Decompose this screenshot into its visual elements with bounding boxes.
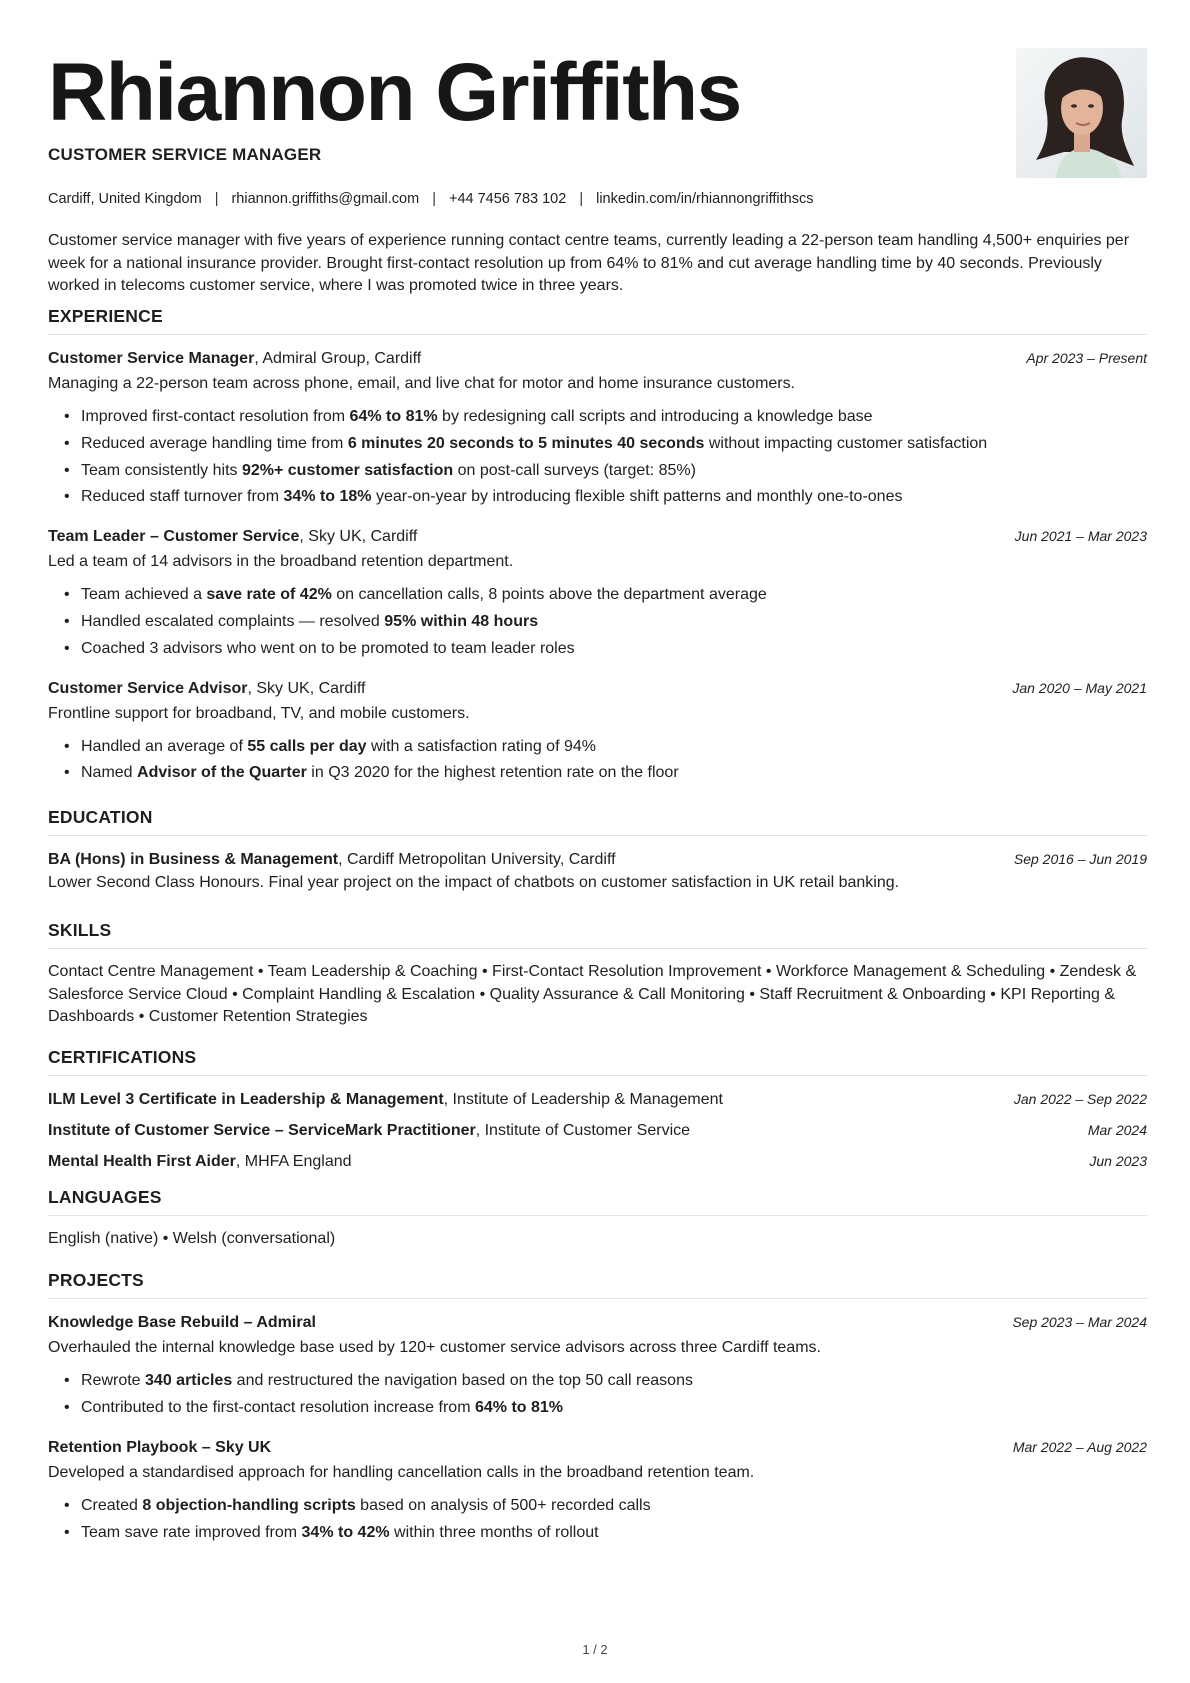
project-description: Developed a standardised approach for handling cancellation calls in the broadband retention team. [48,1463,755,1481]
section-title-experience: EXPERIENCE [48,306,1147,335]
project-header [48,1311,1147,1334]
job-role: Team Leader – Customer Service [48,528,300,546]
bullet-text: Improved first-contact resolution from [81,408,350,425]
certification-name: Institute of Customer Service – ServiceMark Practitioner [48,1121,476,1139]
contact-line [48,191,813,207]
project-description: Overhauled the internal knowledge base used by 120+ customer service advisors across three Cardiff teams. [48,1339,821,1357]
projects-list [48,1311,1147,1546]
bullet-item [48,609,1147,636]
contact-separator: | [579,191,584,207]
experience-list [48,347,1147,787]
resume-page [48,0,1147,1683]
job-company: , Sky UK, Cardiff [247,679,366,697]
skills-section [48,920,1147,1029]
certification-heading [48,1120,690,1142]
bullet-highlight: Advisor of the Quarter [137,764,307,782]
contact-email[interactable]: rhiannon.griffiths@gmail.com [231,191,420,207]
certification-heading [48,1151,352,1173]
bullet-item [48,431,1147,458]
certification-date: Mar 2024 [1087,1121,1147,1138]
certification-issuer: , Institute of Leadership & Management [443,1090,723,1108]
contact-phone[interactable]: +44 7456 783 102 [448,191,567,207]
bullet-highlight: save rate of 42% [206,586,332,604]
job-header [48,347,1147,370]
bullet-text: year-on-year by introducing flexible shift patterns and monthly one-to-ones [371,488,903,506]
bullet-text: on post-call surveys (target: 85%) [453,461,696,479]
certification-item [48,1088,1147,1111]
education-description: Lower Second Class Honours. Final year project on the impact of chatbots on customer satisfaction in UK retail banking. [48,874,900,892]
job-title: CUSTOMER SERVICE MANAGER [48,145,322,164]
bullet-list [48,734,1147,788]
bullet-text: in Q3 2020 for the highest retention rate on the floor [306,764,679,782]
bullet-item [48,734,1147,761]
bullet-text: by redesigning call scripts and introducing a knowledge base [437,408,873,425]
project-entry [48,1436,1147,1547]
education-heading [48,849,616,871]
bullet-item [48,404,1147,431]
bullet-item [48,484,1147,511]
job-description: Frontline support for broadband, TV, and mobile customers. [48,704,470,722]
bullet-text: based on analysis of 500+ recorded calls [355,1496,651,1514]
section-title-certifications: CERTIFICATIONS [48,1047,1147,1076]
job-heading [48,348,421,370]
bullet-text: Reduced average handling time from [81,434,348,452]
contact-separator: | [432,191,436,207]
job-role: Customer Service Advisor [48,679,248,697]
bullet-text: Team consistently hits [81,461,242,479]
bullet-text: Named [81,764,138,782]
contact-linkedin[interactable]: linkedin.com/in/rhiannongriffithscs [596,191,814,207]
contact-separator: | [214,191,219,207]
bullet-text: Created [81,1496,143,1514]
job-date: Jun 2021 – Mar 2023 [1014,528,1147,545]
project-heading [48,1437,271,1459]
bullet-highlight: 64% to 81% [474,1398,564,1416]
job-entry [48,347,1147,511]
bullet-highlight: 34% to 18% [283,488,372,506]
project-date: Mar 2022 – Aug 2022 [1012,1438,1147,1455]
section-title-languages: LANGUAGES [48,1187,1147,1216]
job-date: Apr 2023 – Present [1026,350,1147,366]
job-company: , Sky UK, Cardiff [299,528,418,546]
project-date: Sep 2023 – Mar 2024 [1012,1314,1147,1331]
bullet-item [48,1493,1147,1520]
bullet-text: Handled an average of [81,737,248,755]
experience-section [48,306,1147,787]
education-institution: , Cardiff Metropolitan University, Cardiff [338,851,616,869]
project-name: Knowledge Base Rebuild – Admiral [48,1314,316,1332]
certification-name: Mental Health First Aider [48,1152,236,1170]
bullet-item [48,582,1147,609]
bullet-highlight: 34% to 42% [301,1523,390,1541]
job-header [48,525,1147,548]
certification-name: ILM Level 3 Certificate in Leadership & Management [48,1090,444,1108]
bullet-highlight: 92%+ customer satisfaction [241,461,454,479]
certification-heading [48,1089,723,1111]
certification-issuer: , Institute of Customer Service [475,1121,691,1139]
certification-date: Jun 2023 [1089,1152,1147,1169]
bullet-list [48,1493,1147,1547]
project-header [48,1436,1147,1459]
languages-list: English (native) • Welsh (conversational) [48,1229,336,1247]
bullet-highlight: 64% to 81% [349,408,438,425]
bullet-item [48,1520,1147,1547]
bullet-text: and restructured the navigation based on the top 50 call reasons [232,1372,693,1390]
profile-photo [1016,48,1147,178]
education-date: Sep 2016 – Jun 2019 [1013,851,1147,868]
projects-section [48,1270,1147,1546]
bullet-text: on cancellation calls, 8 points above the department average [331,586,767,604]
section-title-education: EDUCATION [48,807,1147,836]
job-header [48,677,1147,700]
bullet-text: without impacting customer satisfaction [704,434,988,452]
job-entry [48,677,1147,788]
bullet-item [48,458,1147,485]
resume-header [48,0,1147,292]
bullet-item [48,636,1147,663]
profile-photo-image [1016,48,1147,178]
bullet-list [48,404,1147,511]
certification-date: Jan 2022 – Sep 2022 [1013,1090,1147,1107]
job-company: , Admiral Group, Cardiff [254,350,422,367]
job-description: Managing a 22-person team across phone, email, and live chat for motor and home insurance customers. [48,375,796,392]
job-role: Customer Service Manager [48,350,255,367]
bullet-text: with a satisfaction rating of 94% [366,737,596,755]
bullet-highlight: 55 calls per day [247,737,367,755]
bullet-list [48,1368,1147,1422]
bullet-text: Rewrote [81,1372,146,1390]
bullet-text: Contributed to the first-contact resolution increase from [81,1398,475,1416]
job-heading [48,678,365,700]
section-title-skills: SKILLS [48,920,1147,949]
candidate-name: Rhiannon Griffiths [48,47,741,138]
certification-issuer: , MHFA England [235,1152,352,1170]
bullet-text: Team save rate improved from [81,1523,302,1541]
bullet-text: Coached 3 advisors who went on to be promoted to team leader roles [81,639,575,657]
section-title-projects: PROJECTS [48,1270,1147,1299]
bullet-highlight: 340 articles [145,1372,233,1390]
contact-location: Cardiff, United Kingdom [48,191,202,207]
bullet-item [48,760,1147,787]
bullet-item [48,1368,1147,1395]
project-heading [48,1312,316,1334]
skills-list: Contact Centre Management • Team Leadership & Coaching • First-Contact Resolution Improvement • Workforce Management & Scheduling • Zendesk & Salesforce Service Cloud • Complaint Handling & Escalation • Quality Assurance & Call Monitoring • Staff Recruitment & Onboarding • KPI Reporting & Dashboards • Customer Retention Strategies [48,963,1137,1026]
bullet-item [48,1395,1147,1422]
profile-summary: Customer service manager with five years of experience running contact centre teams, currently leading a 22-person team handling 4,500+ enquiries per week for a national insurance provider. Brought first-contact resolution up from 64% to 81% and cut average handling time by 40 seconds. Previously worked in telecoms customer service, where I was promoted twice in three years. [48,232,1130,294]
job-entry [48,525,1147,662]
education-entry [48,848,1147,894]
job-date: Jan 2020 – May 2021 [1012,679,1147,696]
bullet-text: Handled escalated complaints — resolved [81,612,385,630]
bullet-highlight: 8 objection-handling scripts [142,1496,356,1514]
degree-name: BA (Hons) in Business & Management [48,851,339,869]
bullet-text: Team achieved a [81,586,207,604]
bullet-list [48,582,1147,662]
bullet-highlight: 95% within 48 hours [384,612,539,630]
certification-item [48,1150,1147,1173]
certification-item [48,1119,1147,1142]
languages-section [48,1187,1147,1251]
education-section [48,807,1147,894]
job-heading [48,526,417,548]
page-number: 1 / 2 [582,1642,608,1657]
certifications-section [48,1047,1147,1173]
bullet-highlight: 6 minutes 20 seconds to 5 minutes 40 seconds [347,434,705,452]
bullet-text: Reduced staff turnover from [81,488,284,506]
project-entry [48,1311,1147,1422]
certifications-list [48,1088,1147,1173]
job-description: Led a team of 14 advisors in the broadband retention department. [48,553,514,571]
education-header [48,848,1147,871]
bullet-text: within three months of rollout [389,1523,599,1541]
project-name: Retention Playbook – Sky UK [48,1438,272,1456]
